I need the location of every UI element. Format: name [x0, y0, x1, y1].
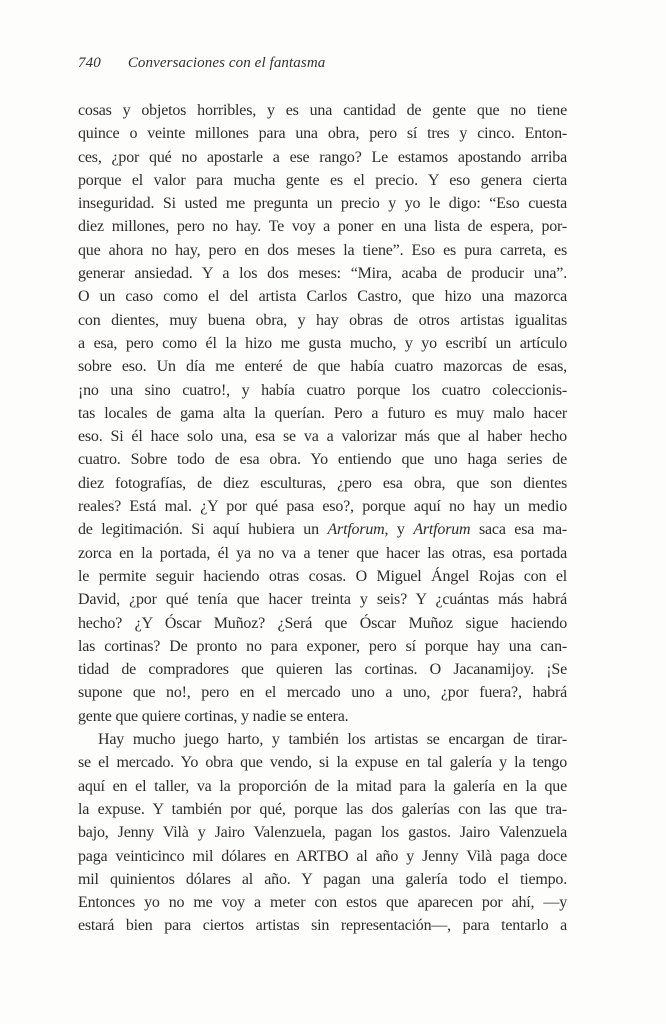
- text-line: de legitimación. Si aquí hubiera un Artforum, y Artforum saca esa ma-: [78, 521, 567, 539]
- page-text: [78, 99, 567, 938]
- text-line: tas locales de gama alta la querían. Pero a futuro es muy malo hacer: [78, 404, 567, 422]
- text-line: que ahora no hay, pero en dos meses la tiene”. Eso es pura carreta, es: [78, 241, 567, 259]
- text-line: O un caso como el del artista Carlos Castro, que hizo una mazorca: [78, 288, 567, 306]
- text-line: Entonces yo no me voy a meter con estos que aparecen por ahí, —y: [78, 894, 567, 912]
- text-line: las cortinas? De pronto no para exponer, pero sí porque hay una can-: [78, 637, 567, 655]
- text-line: aquí en el taller, va la proporción de la mitad para la galería en la que: [78, 777, 567, 795]
- text-line: bajo, Jenny Vilà y Jairo Valenzuela, pagan los gastos. Jairo Valenzuela: [78, 824, 567, 842]
- text-line: ¡no una sino cuatro!, y había cuatro porque los cuatro coleccionis-: [78, 381, 567, 399]
- text-line: David, ¿por qué tenía que hacer treinta y seis? Y ¿cuántas más habrá: [78, 591, 567, 609]
- text-line: generar ansiedad. Y a los dos meses: “Mira, acaba de producir una”.: [78, 265, 567, 283]
- text-line: sobre eso. Un día me enteré de que había cuatro mazorcas de esas,: [78, 358, 567, 376]
- text-line: zorca en la portada, él ya no va a tener que hacer las otras, esa portada: [78, 544, 567, 562]
- text-line: reales? Está mal. ¿Y por qué pasa eso?, porque aquí no hay un medio: [78, 498, 567, 516]
- text-line: tidad de compradores que quieren las cortinas. O Jacanamijoy. ¡Se: [78, 661, 567, 679]
- text-line: con dientes, muy buena obra, y hay obras de otros artistas igualitas: [78, 311, 567, 329]
- text-line: diez millones, pero no hay. Te voy a poner en una lista de espera, por-: [78, 218, 567, 236]
- text-line: paga veinticinco mil dólares en ARTBO al año y Jenny Vilà paga doce: [78, 847, 567, 865]
- page-number: 740: [78, 55, 101, 71]
- text-line: inseguridad. Si usted me pregunta un precio y yo le digo: “Eso cuesta: [78, 195, 567, 213]
- text-line: estará bien para ciertos artistas sin representación—, para tentarlo a: [78, 917, 567, 935]
- text-line: mil quinientos dólares al año. Y pagan una galería todo el tiempo.: [78, 870, 567, 888]
- text-line: Hay mucho juego harto, y también los artistas se encargan de tirar-: [98, 731, 567, 749]
- text-line: le permite seguir haciendo otras cosas. O Miguel Ángel Rojas con el: [78, 567, 567, 585]
- text-line: hecho? ¿Y Óscar Muñoz? ¿Será que Óscar Muñoz sigue haciendo: [78, 614, 567, 632]
- text-line: diez fotografías, de diez esculturas, ¿pero esa obra, que son dientes: [78, 474, 567, 492]
- text-line: quince o veinte millones para una obra, pero sí tres y cinco. Enton-: [78, 125, 567, 143]
- text-line: supone que no!, pero en el mercado uno a uno, ¿por fuera?, habrá: [78, 684, 567, 702]
- text-line: porque el valor para mucha gente es el precio. Y eso genera cierta: [78, 171, 567, 189]
- running-header: [78, 55, 325, 72]
- text-line: eso. Si él hace solo una, esa se va a valorizar más que al haber hecho: [78, 428, 567, 446]
- text-line: se el mercado. Yo obra que vendo, si la expuse en tal galería y la tengo: [78, 754, 567, 772]
- text-line: ces, ¿por qué no apostarle a ese rango? Le estamos apostando arriba: [78, 148, 567, 166]
- text-line: gente que quiere cortinas, y nadie se entera.: [78, 707, 349, 725]
- text-line: cuatro. Sobre todo de esa obra. Yo entiendo que uno haga series de: [78, 451, 567, 469]
- text-line: cosas y objetos horribles, y es una cantidad de gente que no tiene: [78, 102, 567, 119]
- book-title: Conversaciones con el fantasma: [127, 55, 326, 71]
- text-line: a esa, pero como él la hizo me gusta mucho, y yo escribí un artículo: [78, 334, 567, 352]
- text-line: la expuse. Y también por qué, porque las dos galerías con las que tra-: [78, 800, 567, 818]
